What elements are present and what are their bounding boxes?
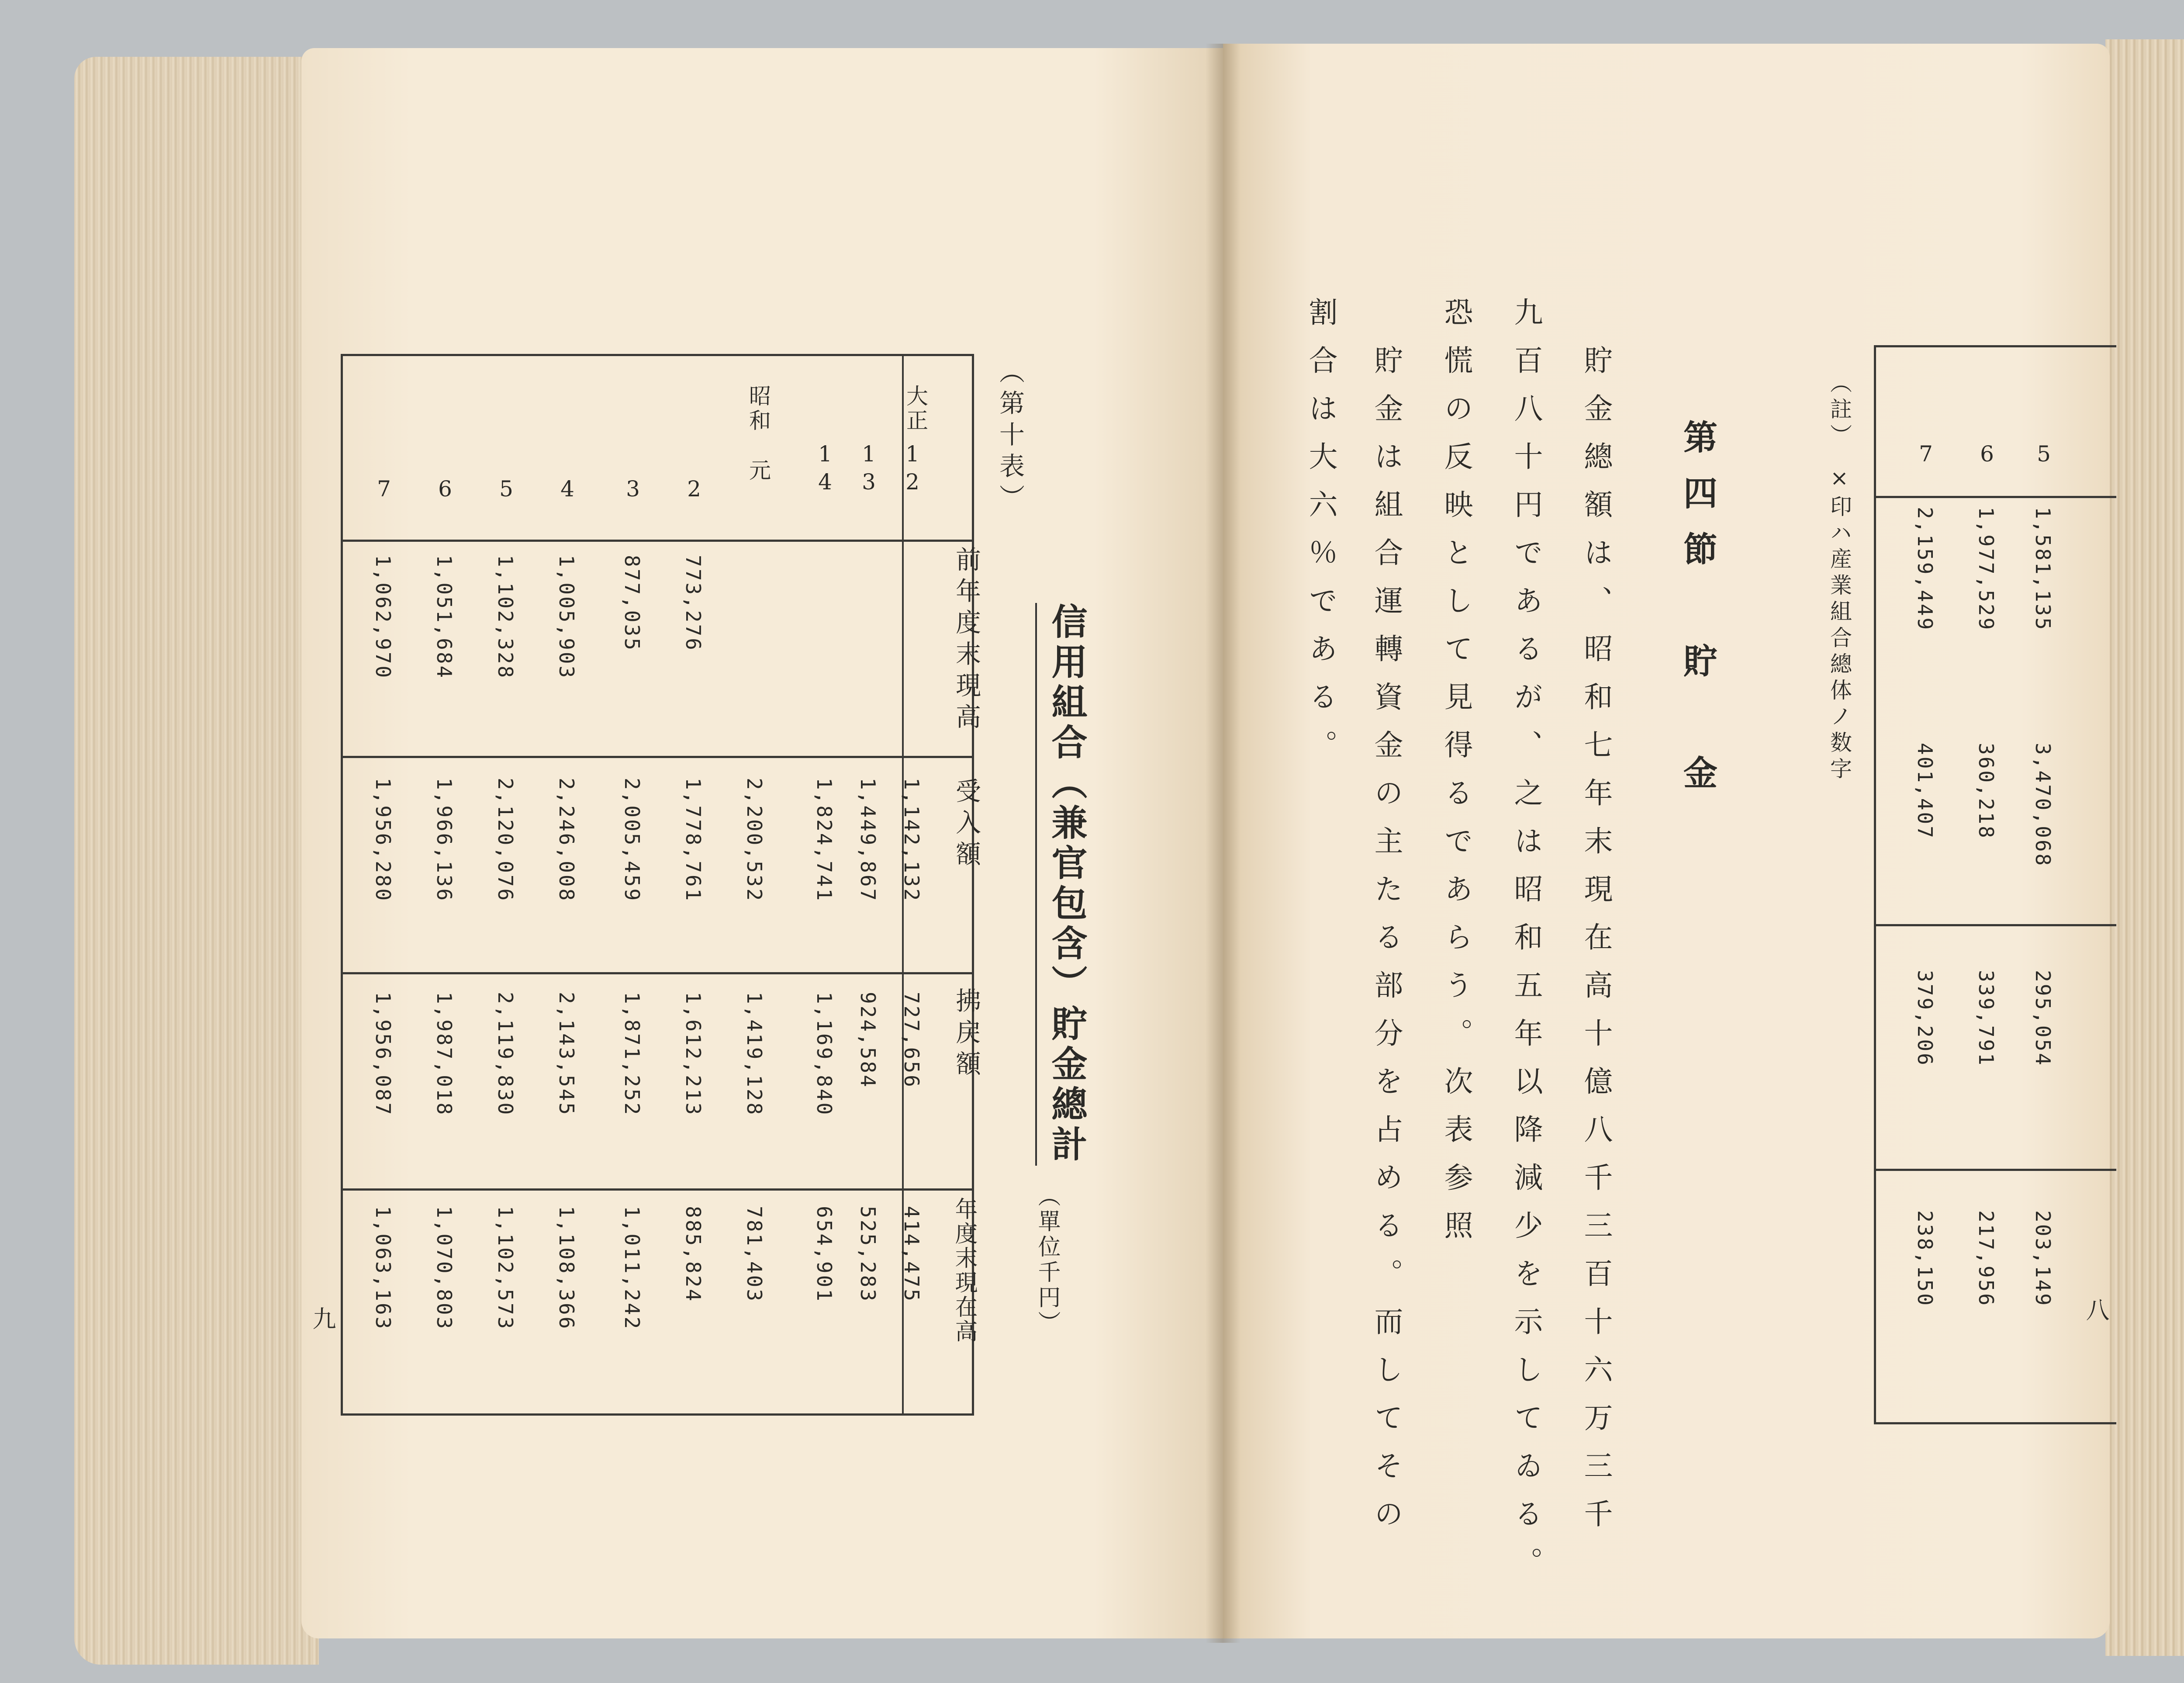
cell-end: 414,475 (900, 1206, 923, 1303)
cell-value: 1,977,529 (1974, 507, 1998, 632)
cell-prev: 1,051,684 (432, 555, 456, 680)
column-header-end: 年度末現在高 (951, 1197, 977, 1344)
row-year: 4 (555, 476, 580, 504)
unit-note: （單位千円） (1034, 1184, 1060, 1336)
cell-end: 1,070,803 (432, 1206, 456, 1331)
row-year: 2 (681, 476, 707, 504)
cell-value: 217,956 (1974, 1210, 1998, 1307)
cell-withdrawn: 1,871,252 (620, 992, 644, 1117)
cell-value: 295,054 (2031, 970, 2055, 1067)
cell-withdrawn: 2,119,830 (494, 992, 517, 1117)
cell-withdrawn: 2,143,545 (555, 992, 578, 1117)
paragraph-line: 九百八十円であるが、之は昭和五年以降減少を示してゐる。 (1509, 297, 1543, 1595)
row-year: 6 (1974, 441, 2000, 469)
row-year: 7 (1913, 441, 1939, 469)
cell-withdrawn: 1,169,840 (812, 992, 836, 1117)
column-header-prev: 前年度末現高 (951, 546, 981, 735)
cell-received: 2,200,532 (743, 778, 766, 903)
paragraph-line: 貯金は組合運轉資金の主たる部分を占める。而してその (1369, 345, 1403, 1547)
table-divider (1876, 1169, 2116, 1171)
table-divider (343, 972, 972, 974)
cell-withdrawn: 1,987,018 (432, 992, 456, 1117)
cell-value: 3,470,068 (2031, 743, 2055, 868)
table-divider (1876, 496, 2116, 498)
section-heading: 第四節 貯 金 (1678, 419, 1717, 811)
cell-withdrawn: 1,612,213 (681, 992, 705, 1117)
table-divider (343, 1188, 972, 1191)
cell-end: 1,011,242 (620, 1206, 644, 1331)
left-page-number: 九 (309, 1306, 336, 1330)
cell-value: 401,407 (1913, 743, 1937, 840)
cell-value: 203,149 (2031, 1210, 2055, 1307)
table-divider (343, 756, 972, 758)
row-year: 5 (494, 476, 519, 504)
column-header-withdrawn: 拂戻額 (951, 987, 981, 1082)
cell-value: 238,150 (1913, 1210, 1937, 1307)
cell-value: 360,218 (1974, 743, 1998, 840)
cell-received: 1,966,136 (432, 778, 456, 903)
book-gutter (1206, 44, 1241, 1643)
row-year: 5 (2031, 441, 2056, 469)
era-showa: 昭和 (746, 384, 771, 433)
row-year: 3 (620, 476, 646, 504)
table-number: （第十表） (995, 358, 1025, 516)
paragraph-line: 割合は大六％である。 (1304, 297, 1337, 778)
cell-withdrawn: 924,584 (856, 992, 880, 1089)
cell-end: 1,063,163 (371, 1206, 395, 1331)
cell-prev: 1,062,970 (371, 555, 395, 680)
cell-value: 2,159,449 (1913, 507, 1937, 632)
row-year: 元 (746, 459, 771, 483)
era-taisho: 大正 (903, 384, 928, 433)
cell-received: 2,005,459 (620, 778, 644, 903)
right-page-edges (2105, 39, 2184, 1656)
cell-value: 1,581,135 (2031, 507, 2055, 632)
cell-prev: 1,005,903 (555, 555, 578, 680)
cell-prev: 773,276 (681, 555, 705, 652)
cell-received: 1,778,761 (681, 778, 705, 903)
cell-end: 1,108,366 (555, 1206, 578, 1331)
left-page-edges (74, 57, 319, 1665)
paragraph-line: 貯金總額は、昭和七年末現在高十億八千三百十六万三千 (1579, 345, 1613, 1547)
cell-received: 2,120,076 (494, 778, 517, 903)
cell-end: 1,102,573 (494, 1206, 517, 1331)
cell-end: 781,403 (743, 1206, 766, 1303)
cell-withdrawn: 1,956,087 (371, 992, 395, 1117)
cell-end: 885,824 (681, 1206, 705, 1303)
cell-received: 1,142,132 (900, 778, 923, 903)
cell-end: 525,283 (856, 1206, 880, 1303)
table-divider (343, 540, 972, 542)
row-year: 6 (432, 476, 458, 504)
table-note: （註） ×印ハ産業組合總体ノ数字 (1827, 371, 1852, 783)
row-year: 7 (371, 476, 397, 504)
cell-prev: 1,102,328 (494, 555, 517, 680)
table-divider (1876, 924, 2116, 926)
row-year: 12 (900, 441, 925, 497)
table-title: 信用組合（兼官包含）貯金總計 (1035, 603, 1092, 1166)
cell-received: 2,246,008 (555, 778, 578, 903)
cell-received: 1,824,741 (812, 778, 836, 903)
cell-value: 379,206 (1913, 970, 1937, 1067)
cell-received: 1,956,280 (371, 778, 395, 903)
paragraph-line: 恐慌の反映として見得るであらう。次表参照 (1439, 297, 1473, 1258)
cell-prev: 877,035 (620, 555, 644, 652)
cell-value: 339,791 (1974, 970, 1998, 1067)
row-year: 14 (812, 441, 838, 497)
row-year: 13 (856, 441, 881, 497)
cell-withdrawn: 1,419,128 (743, 992, 766, 1117)
cell-withdrawn: 727,656 (900, 992, 923, 1089)
cell-end: 654,901 (812, 1206, 836, 1303)
column-header-received: 受入額 (951, 778, 981, 872)
right-page-number: 八 (2082, 1298, 2110, 1321)
cell-received: 1,449,867 (856, 778, 880, 903)
